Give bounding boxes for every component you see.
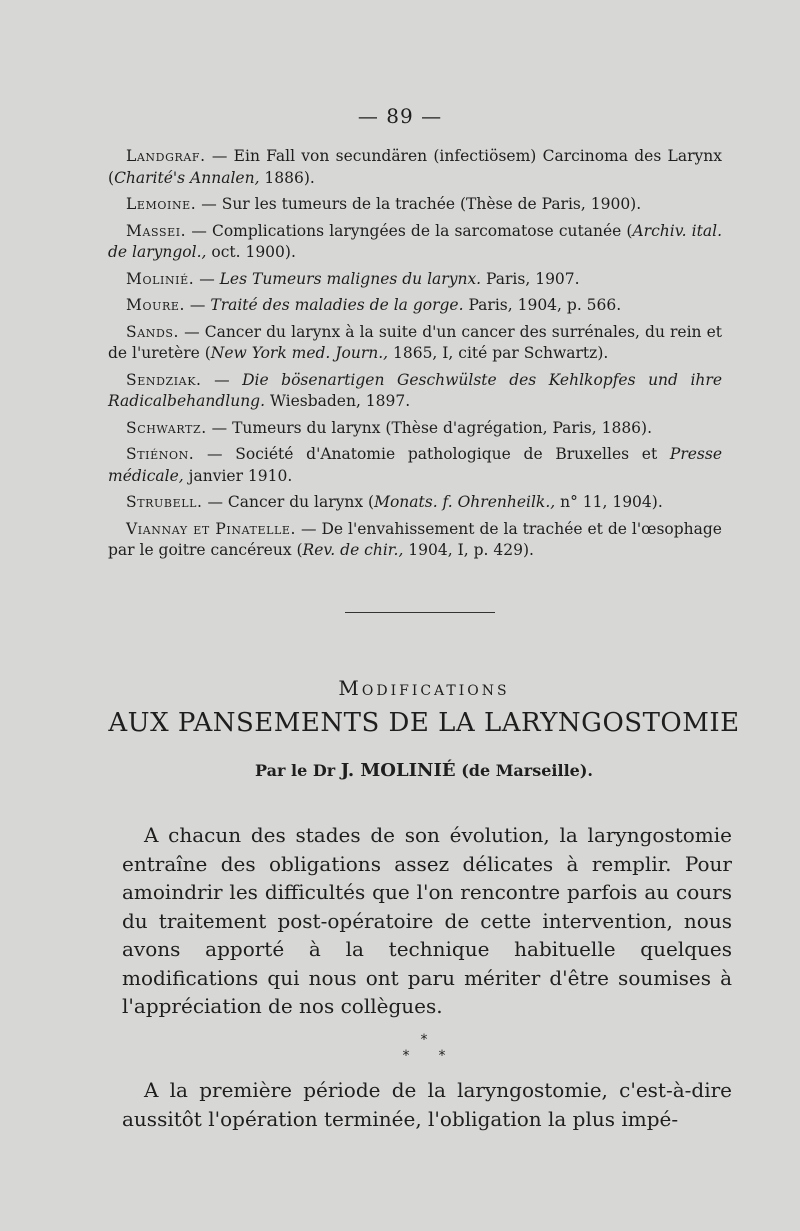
reference-entry [108,194,722,216]
reference-entry [108,221,722,264]
reference-author: Sendziak. [126,370,202,389]
reference-title: Archiv. ital. de laryngol., [108,221,722,261]
reference-separator: — [194,269,220,288]
reference-separator: — [205,147,234,165]
reference-title: Traité des maladies de la gorge. [210,296,464,314]
reference-text: Cancer du larynx à la suite d'un cancer des surrénales, du rein et de l'uretère ( [108,322,722,362]
reference-text: Wiesbaden, 1897. [265,392,411,410]
reference-entry [108,295,722,317]
bibliography [108,146,722,567]
reference-title: Les Tumeurs malignes du larynx. [219,269,482,288]
reference-text: De l'envahissement de la trachée et de l'œsophage par le goitre cancéreux ( [108,519,722,559]
reference-title: Die bösenartigen Geschwülste des Kehlkopfes und ihre Radicalbehandlung. [108,370,722,410]
reference-author: Strubell. [126,493,203,511]
reference-text: Société d'Anatomie pathologique de Bruxelles et [235,445,670,463]
reference-entry [108,444,722,487]
article-title-line1: Modifications [338,676,510,700]
reference-title: New York med. Journ., [210,344,389,362]
reference-text: 1886). [259,168,315,187]
reference-text: oct. 1900). [206,243,296,261]
reference-separator: — [196,195,222,213]
reference-separator: — [202,493,228,511]
reference-text: Paris, 1907. [481,269,580,288]
reference-author: Viannay et Pinatelle. [126,519,297,538]
reference-separator: — [201,370,243,389]
reference-author: Landgraf. [126,147,206,165]
author-name: J. MOLINIÉ [340,760,456,781]
reference-separator: — [186,221,212,240]
reference-text: Sur les tumeurs de la trachée (Thèse de Paris, 1900). [221,195,642,213]
reference-author: Sands. [126,322,180,341]
reference-separator: — [296,519,322,538]
reference-separator: — [185,296,211,314]
reference-separator: — [206,418,233,437]
section-divider [345,612,495,613]
reference-text: janvier 1910. [183,466,293,485]
reference-author: Lemoine. [126,195,197,213]
reference-title: Presse médicale, [108,445,722,485]
page-number: — 89 — [357,104,443,128]
reference-text: Cancer du larynx ( [227,493,375,511]
reference-title: Monats. f. Ohrenheilk., [374,493,556,511]
reference-entry [108,519,722,562]
reference-entry [108,370,722,413]
reference-text: Tumeurs du larynx (Thèse d'agrégation, Paris, 1886). [232,418,653,437]
reference-text: Complications laryngées de la sarcomatose cutanée ( [211,221,633,240]
body-paragraph-2: A la première période de la laryngostomie, c'est-à-dire aussitôt l'opération terminée, l'obligation la plus impé- [122,1078,732,1131]
asterism-icon [400,1032,448,1062]
reference-separator: — [179,322,205,341]
reference-author: Massei. [126,221,187,240]
reference-title: Charité's Annalen, [114,168,260,187]
reference-title: Rev. de chir., [302,541,404,559]
reference-text: 1865, I, cité par Schwartz). [388,344,609,362]
svg-text:*: * [420,1032,428,1048]
byline-suffix: (de Marseille). [455,761,593,780]
reference-entry [108,492,722,514]
reference-text: Ein Fall von secundären (infectiösem) Carcinoma des Larynx ( [108,147,722,187]
reference-separator: — [194,445,236,463]
byline-prefix: Par le Dr [255,761,341,780]
reference-author: Moure. [126,296,185,314]
reference-author: Schwartz. [126,418,207,437]
reference-entry [108,322,722,365]
reference-author: Molinié. [126,269,195,288]
reference-text: Paris, 1904, p. 566. [463,296,622,314]
reference-author: Stiénon. [126,445,195,463]
reference-entry [108,146,722,189]
article-title-line2: AUX PANSEMENTS DE LA LARYNGOSTOMIE [108,708,740,738]
article-byline [0,760,800,781]
svg-text:*: * [438,1048,446,1062]
svg-text:*: * [402,1048,410,1062]
reference-entry [108,269,722,291]
reference-text: n° 11, 1904). [555,493,663,511]
reference-text: 1904, I, p. 429). [403,541,534,559]
reference-entry [108,418,722,440]
body-paragraph-1: A chacun des stades de son évolution, la laryngostomie entraîne des obligations assez délicates à remplir. Pour amoindrir les difficultés que l'on rencontre parfois au cours du traitement post-opératoire de cette intervention, nous avons apporté à la technique habituelle quelques modifications qui nous ont paru mériter d'être soumises à l'appréciation de nos collègues. [122,823,732,1018]
